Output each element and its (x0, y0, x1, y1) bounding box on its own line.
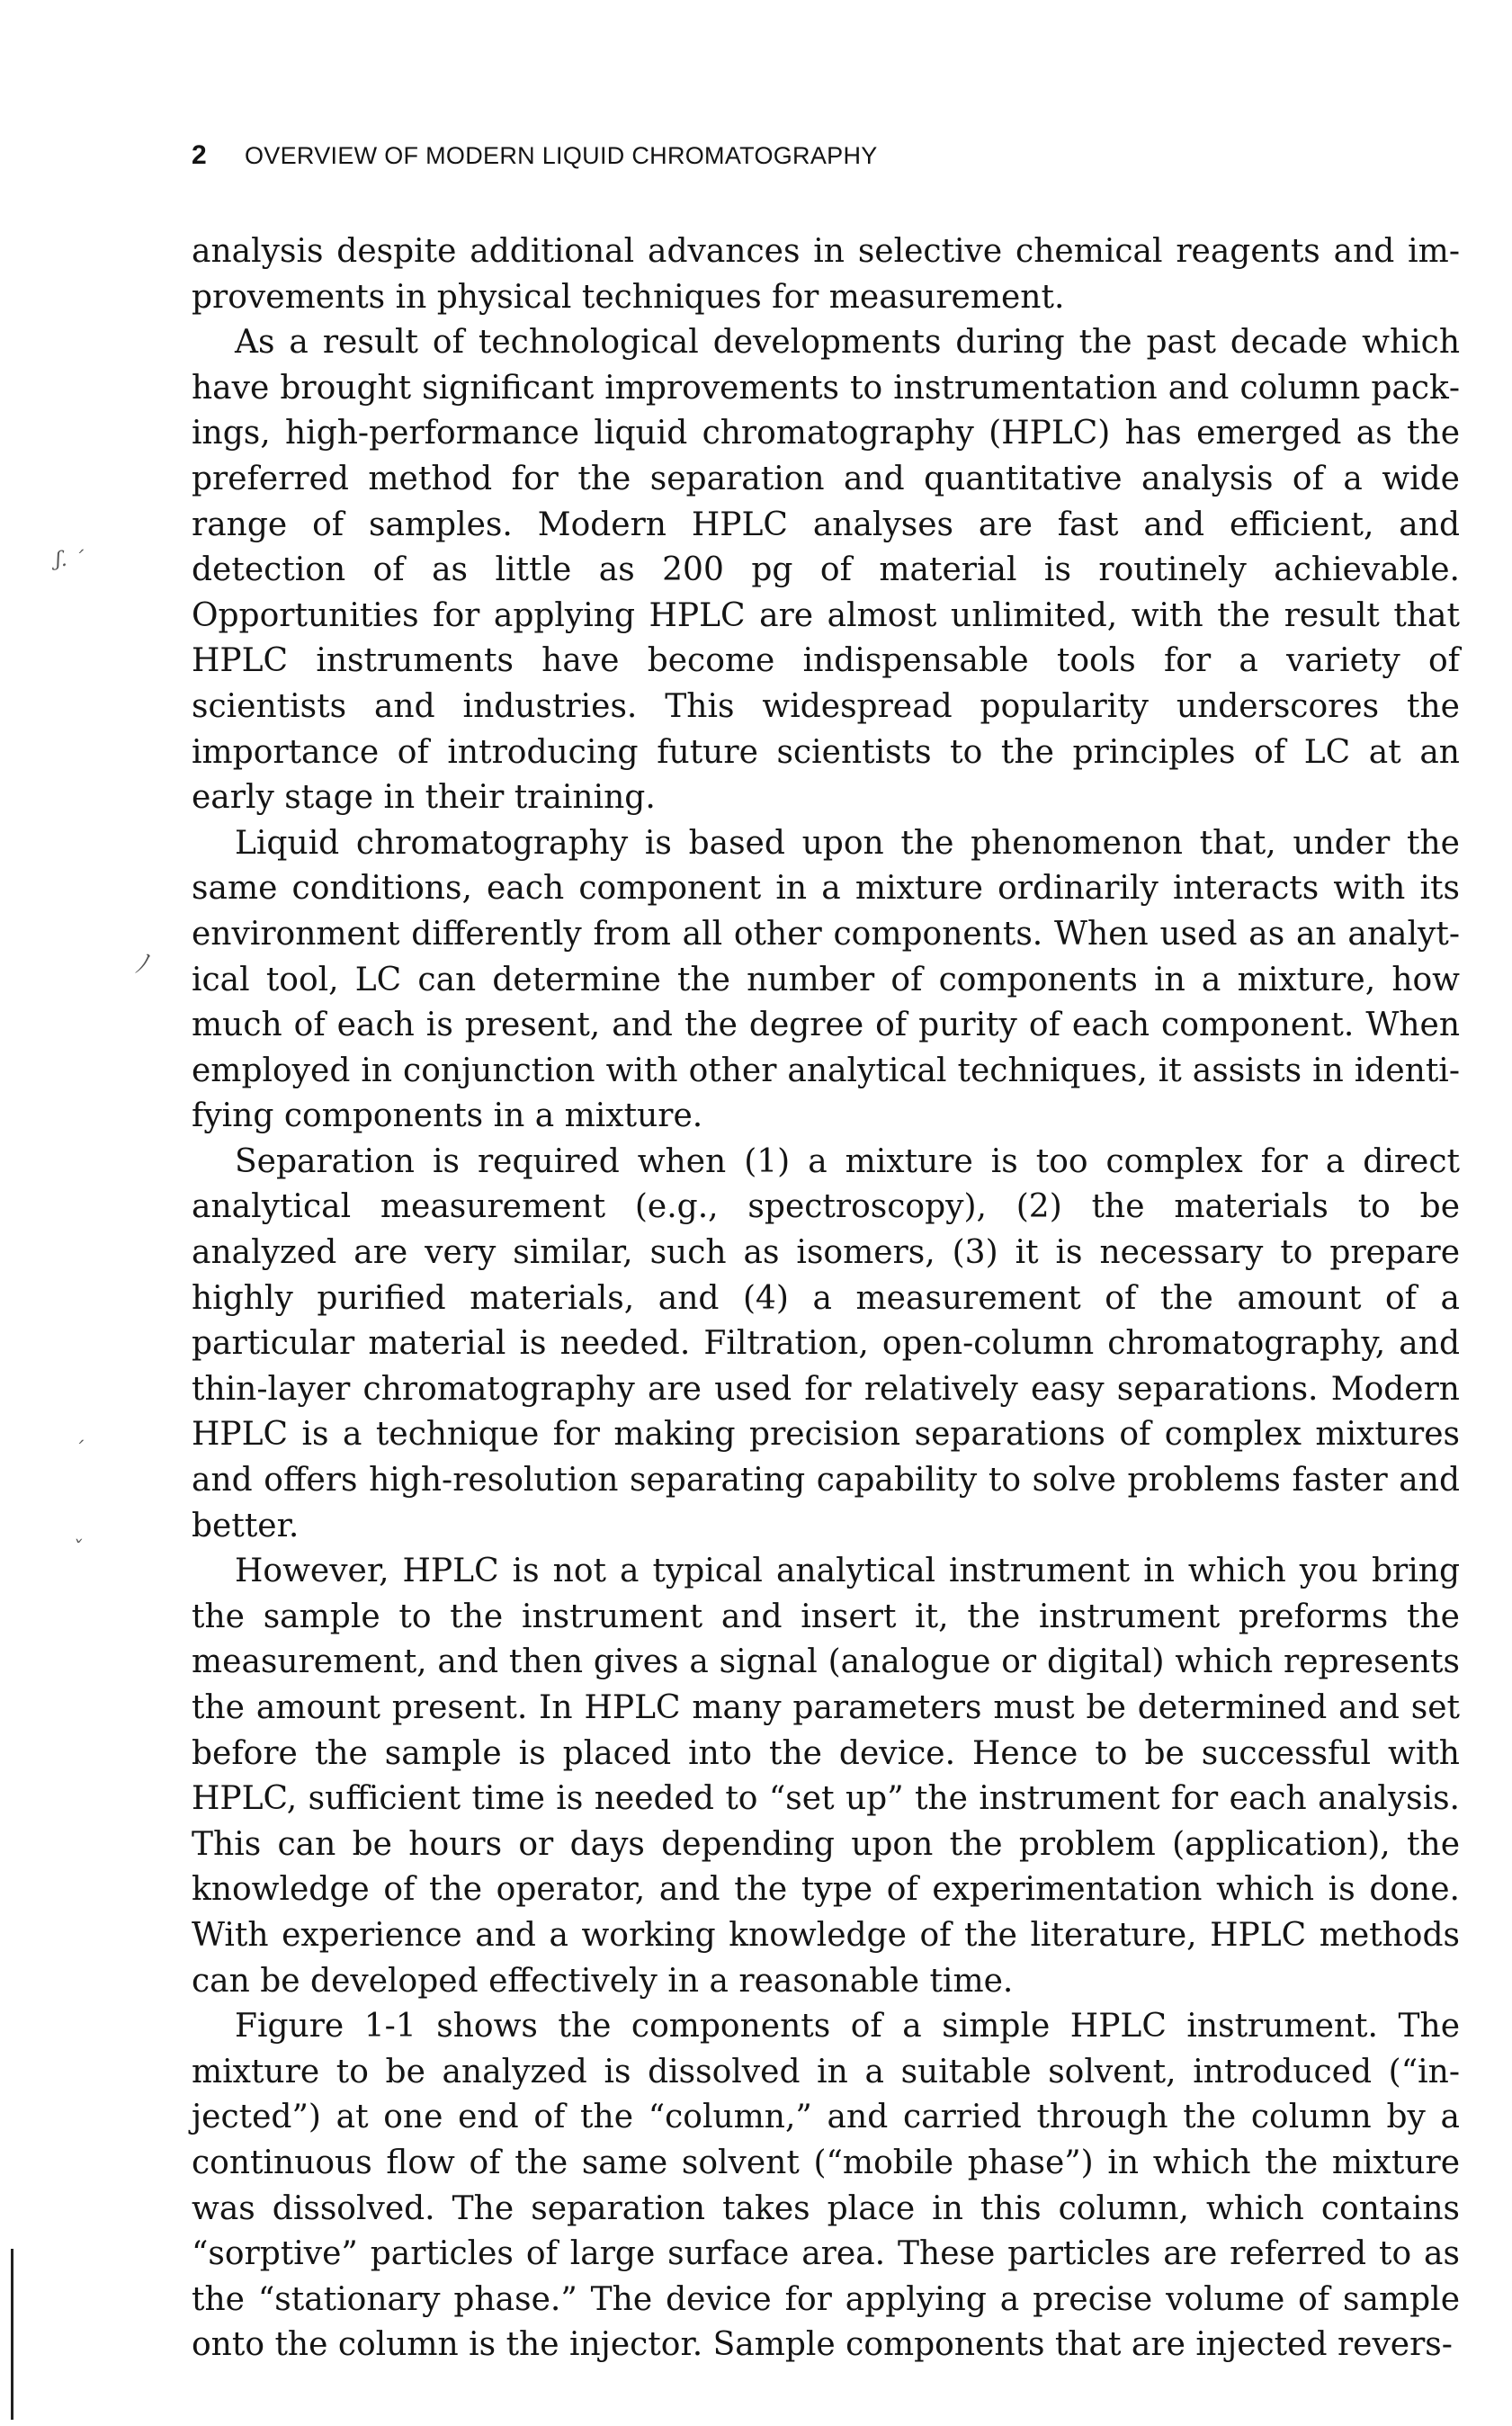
page-number: 2 (192, 140, 207, 170)
paragraph-lc-phenomenon: Liquid chromatography is based upon the phenomenon that, under the same conditions, each component in a mixture ordinarily interacts with its environment differently from all other components. When used as an analytical tool, LC can determine the number of components in a mixture, how much of each is present, and the degree of purity of each component. When employed in conjunction with other analytical techniques, it assists in identifying components in a mixture. (192, 824, 1460, 1135)
body-text (192, 229, 1460, 2368)
margin-pencil-mark: ˊ (74, 1439, 84, 1462)
paragraph-hplc-developments: As a result of technological developments during the past decade which have brought significant improvements to instrumentation and column packings, high-performance liquid chromatography (HPLC) has emerged as the preferred method for the separation and quantitative analysis of a wide range of samples. Modern HPLC analyses are fast and efficient, and detection of as little as 200 pg of material is routinely achievable. Opportunities for applying HPLC are almost unlimited, with the result that HPLC instruments have become indispensable tools for a variety of scientists and industries. This widespread popularity underscores the importance of introducing future scientists to the principles of LC at an early stage in their training. (192, 324, 1460, 817)
margin-pencil-mark: ʃ. ˊ (56, 549, 84, 571)
running-head (192, 140, 878, 171)
margin-pencil-mark: ˇ (72, 1538, 82, 1561)
paragraph-figure-1-1: Figure 1-1 shows the components of a simple HPLC instrument. The mixture to be analyzed is dissolved in a suitable solvent, introduced (“injected”) at one end of the “column,” and carried through the column by a continuous flow of the same solvent (“mobile phase”) in which the mixture was dissolved. The separation takes place in this column, which contains “sorptive” particles of large surface area. These particles are referred to as the “stationary phase.” The device for applying a precise volume of sample onto the column is the injector. Sample components that are injected revers- (192, 2008, 1460, 2364)
margin-pencil-mark: ﾉ (135, 949, 148, 979)
paragraph-separation-required: Separation is required when (1) a mixture is too complex for a direct analytical measurement (e.g., spectroscopy), (2) the materials to be analyzed are very similar, such as isomers, (3) it is necessary to prepare highly purified materials, and (4) a measurement of the amount of a particular material is needed. Filtration, open-column chromatography, and thin-layer chromatography are used for relatively easy separations. Modern HPLC is a technique for making precision separations of complex mixtures and offers high-resolution separating capability to solve problems faster and better. (192, 1142, 1460, 1544)
paragraph-continuation: analysis despite additional advances in selective chemical reagents and improvements in physical techniques for measurement. (192, 233, 1460, 316)
scan-edge-line (11, 2249, 13, 2420)
paragraph-hplc-setup: However, HPLC is not a typical analytical instrument in which you bring the sample to the instrument and insert it, the instrument preforms the measurement, and then gives a signal (analogue or digital) which represents the amount present. In HPLC many parameters must be determined and set before the sample is placed into the device. Hence to be successful with HPLC, sufficient time is needed to “set up” the instrument for each analysis. This can be hours or days depending upon the problem (application), the knowledge of the operator, and the type of experimentation which is done. With experience and a working knowledge of the literature, HPLC methods can be developed effectively in a reasonable time. (192, 1553, 1460, 2000)
running-title: OVERVIEW OF MODERN LIQUID CHROMATOGRAPHY (245, 142, 878, 169)
